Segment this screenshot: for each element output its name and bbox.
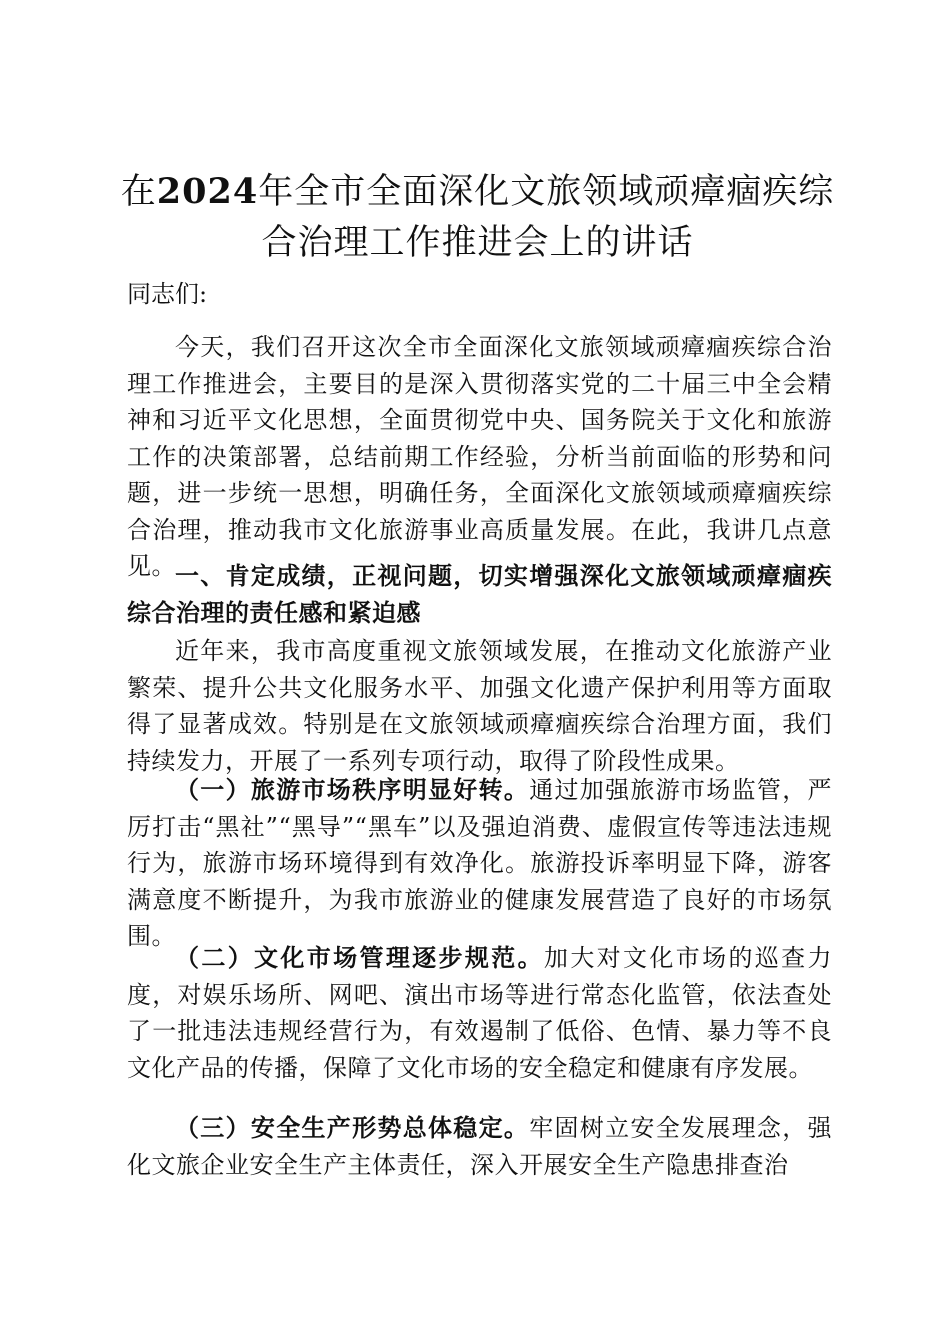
item-lead-3: （三）安全生产形势总体稳定。 — [175, 1113, 530, 1142]
item-body-2: 加大对文化市场的巡查力度，对娱乐场所、网吧、演出市场等进行常态化监管，依法查处了一批违法违规经营行为，有效遏制了低俗、色情、暴力等不良文化产品的传播，保障了文化市场的安全稳定和健康有序发展。 — [127, 944, 833, 1082]
title-prefix: 在 — [120, 172, 157, 212]
item-paragraph-2 — [127, 940, 832, 1086]
greeting: 同志们: — [127, 280, 208, 308]
title-year: 2024 — [156, 171, 259, 212]
intro-paragraph: 今天，我们召开这次全市全面深化文旅领域顽瘴痼疾综合治理工作推进会，主要目的是深入贯彻落实党的二十届三中全会精神和习近平文化思想，全面贯彻党中央、国务院关于文化和旅游工作的决策部署，总结前期工作经验，分析当前面临的形势和问题，进一步统一思想，明确任务，全面深化文旅领域顽瘴痼疾综合治理，推动我市文化旅游事业高质量发展。在此，我讲几点意见。 — [127, 333, 832, 580]
item-paragraph-1 — [127, 772, 832, 955]
item-lead-1: （一）旅游市场秩序明显好转。 — [175, 775, 530, 804]
item-paragraph-3 — [127, 1110, 832, 1183]
item-body-3: 牢固树立安全发展理念，强化文旅企业安全生产主体责任，深入开展安全生产隐患排查治 — [127, 1114, 833, 1179]
section-body-paragraph: 近年来，我市高度重视文旅领域发展，在推动文化旅游产业繁荣、提升公共文化服务水平、加强文化遗产保护利用等方面取得了显著成效。特别是在文旅领域顽瘴痼疾综合治理方面，我们持续发力，开展了一系列专项行动，取得了阶段性成果。 — [127, 637, 832, 775]
title-rest: 年全市全面深化文旅领域顽瘴痼疾综合治理工作推进会上的讲话 — [258, 172, 835, 263]
item-lead-2: （二）文化市场管理逐步规范。 — [175, 943, 544, 972]
document-title — [120, 166, 835, 269]
item-body-1: 通过加强旅游市场监管，严厉打击“黑社”“黑导”“黑车”以及强迫消费、虚假宣传等违法违规行为，旅游市场环境得到有效净化。旅游投诉率明显下降，游客满意度不断提升，为我市旅游业的健康发展营造了良好的市场氛围。 — [127, 776, 833, 950]
section-heading: 一、肯定成绩，正视问题，切实增强深化文旅领域顽瘴痼疾综合治理的责任感和紧迫感 — [127, 561, 832, 627]
